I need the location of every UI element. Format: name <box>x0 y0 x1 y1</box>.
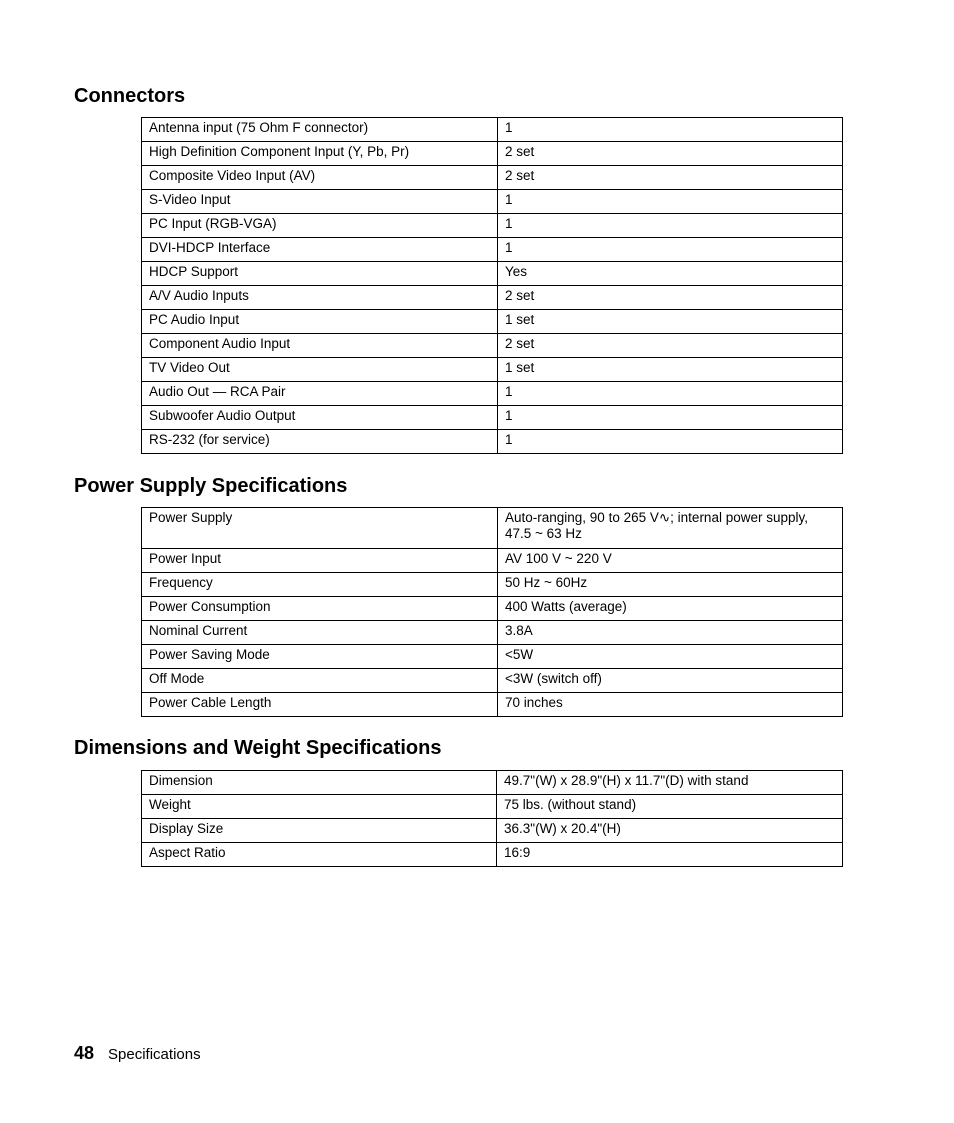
table-row <box>142 771 843 795</box>
spec-label: DVI-HDCP Interface <box>142 238 498 262</box>
spec-value: 1 <box>498 238 843 262</box>
spec-value: 400 Watts (average) <box>498 597 843 621</box>
spec-label: Audio Out — RCA Pair <box>142 382 498 406</box>
spec-label: High Definition Component Input (Y, Pb, Pr) <box>142 142 498 166</box>
spec-value: 2 set <box>498 166 843 190</box>
spec-label: Aspect Ratio <box>142 843 497 867</box>
spec-value: 3.8A <box>498 621 843 645</box>
table-row <box>142 358 843 382</box>
power-supply-table <box>141 507 843 717</box>
spec-value: 1 set <box>498 310 843 334</box>
spec-value: 1 <box>498 406 843 430</box>
table-row <box>142 795 843 819</box>
spec-label: Component Audio Input <box>142 334 498 358</box>
table-row <box>142 142 843 166</box>
spec-value: 36.3"(W) x 20.4"(H) <box>497 819 843 843</box>
table-row <box>142 597 843 621</box>
spec-label: Power Input <box>142 549 498 573</box>
table-row <box>142 166 843 190</box>
spec-value: 70 inches <box>498 693 843 717</box>
table-row <box>142 549 843 573</box>
spec-label: RS-232 (for service) <box>142 430 498 454</box>
table-row <box>142 382 843 406</box>
spec-label: Weight <box>142 795 497 819</box>
spec-value: 2 set <box>498 286 843 310</box>
dimensions-weight-table <box>141 770 843 867</box>
table-row <box>142 645 843 669</box>
spec-value: 75 lbs. (without stand) <box>497 795 843 819</box>
spec-value: <3W (switch off) <box>498 669 843 693</box>
table-row <box>142 190 843 214</box>
table-row <box>142 621 843 645</box>
power-supply-heading: Power Supply Specifications <box>74 475 348 497</box>
spec-label: TV Video Out <box>142 358 498 382</box>
spec-label: Nominal Current <box>142 621 498 645</box>
spec-label: Composite Video Input (AV) <box>142 166 498 190</box>
table-row <box>142 406 843 430</box>
table-row <box>142 819 843 843</box>
spec-value: Auto-ranging, 90 to 265 V∿; internal power supply, 47.5 ~ 63 Hz <box>498 508 843 549</box>
spec-label: Antenna input (75 Ohm F connector) <box>142 118 498 142</box>
spec-label: S-Video Input <box>142 190 498 214</box>
spec-label: Off Mode <box>142 669 498 693</box>
spec-label: Power Supply <box>142 508 498 549</box>
connectors-heading: Connectors <box>74 85 186 107</box>
spec-label: Power Saving Mode <box>142 645 498 669</box>
table-row <box>142 262 843 286</box>
spec-label: A/V Audio Inputs <box>142 286 498 310</box>
spec-label: Subwoofer Audio Output <box>142 406 498 430</box>
table-row <box>142 573 843 597</box>
spec-value: 1 <box>498 118 843 142</box>
spec-label: Frequency <box>142 573 498 597</box>
spec-value: <5W <box>498 645 843 669</box>
spec-value: 2 set <box>498 142 843 166</box>
spec-label: Power Cable Length <box>142 693 498 717</box>
spec-value: 1 <box>498 430 843 454</box>
page-number: 48 <box>74 1043 95 1063</box>
page-footer <box>74 1043 201 1064</box>
spec-value: 1 set <box>498 358 843 382</box>
spec-value: 1 <box>498 190 843 214</box>
table-row <box>142 508 843 549</box>
footer-title: Specifications <box>108 1046 201 1063</box>
spec-label: HDCP Support <box>142 262 498 286</box>
table-row <box>142 238 843 262</box>
table-row <box>142 334 843 358</box>
spec-label: Display Size <box>142 819 497 843</box>
table-row <box>142 214 843 238</box>
table-row <box>142 286 843 310</box>
spec-label: Power Consumption <box>142 597 498 621</box>
table-row <box>142 693 843 717</box>
spec-value: 50 Hz ~ 60Hz <box>498 573 843 597</box>
spec-value: AV 100 V ~ 220 V <box>498 549 843 573</box>
spec-label: PC Input (RGB-VGA) <box>142 214 498 238</box>
table-row <box>142 310 843 334</box>
table-row <box>142 669 843 693</box>
dimensions-weight-heading: Dimensions and Weight Specifications <box>74 737 442 759</box>
spec-value: Yes <box>498 262 843 286</box>
spec-label: Dimension <box>142 771 497 795</box>
table-row <box>142 843 843 867</box>
spec-value: 1 <box>498 214 843 238</box>
table-row <box>142 118 843 142</box>
spec-value: 16:9 <box>497 843 843 867</box>
spec-label: PC Audio Input <box>142 310 498 334</box>
spec-value: 49.7"(W) x 28.9"(H) x 11.7"(D) with stand <box>497 771 843 795</box>
connectors-table <box>141 117 843 454</box>
spec-value: 2 set <box>498 334 843 358</box>
spec-value: 1 <box>498 382 843 406</box>
table-row <box>142 430 843 454</box>
